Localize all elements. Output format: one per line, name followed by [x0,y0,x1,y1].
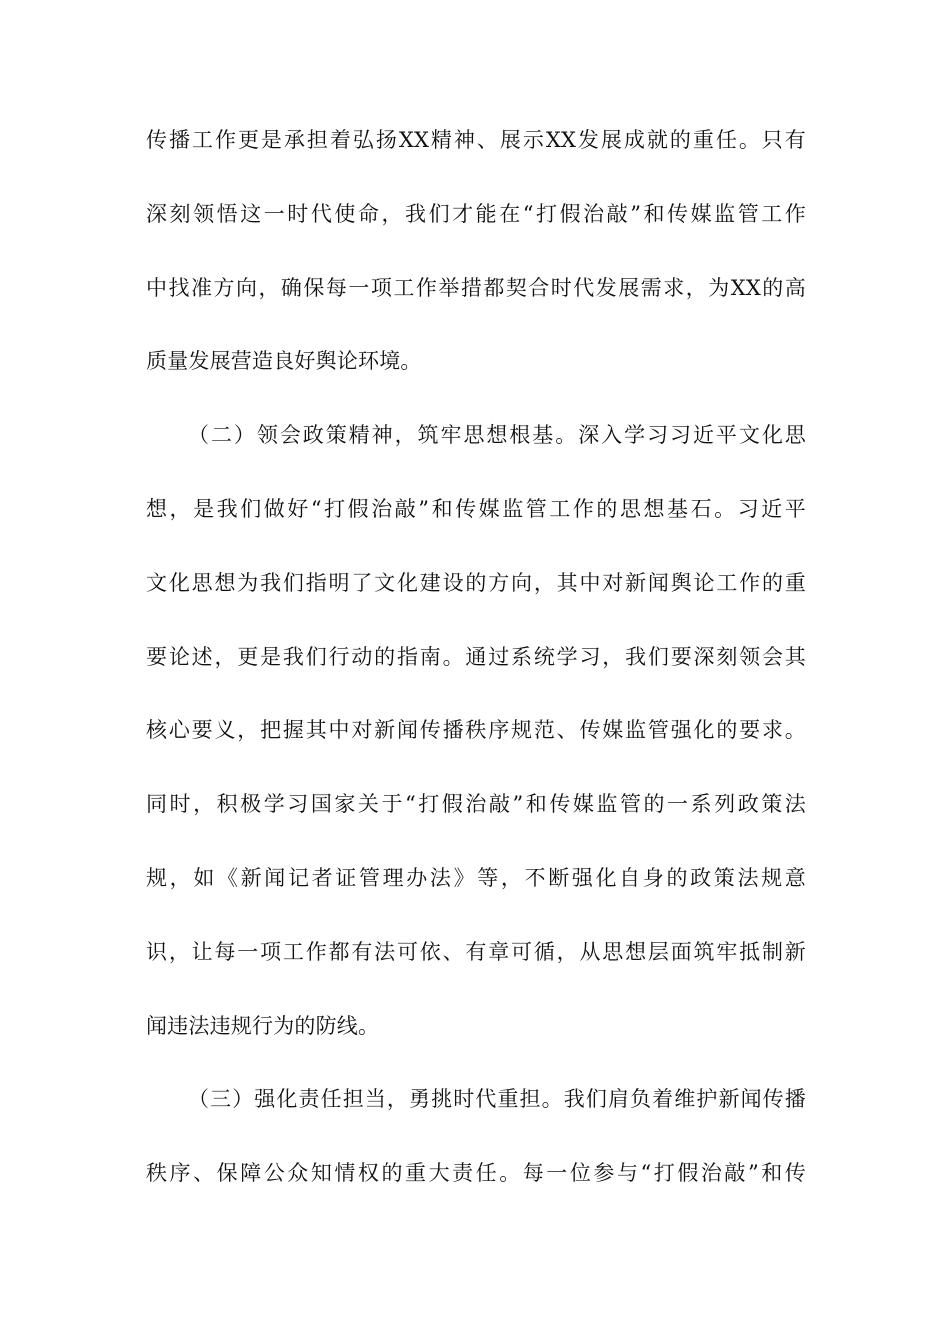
text-line-7: 文化思想为我们指明了文化建设的方向，其中对新闻舆论工作的重 [146,570,806,595]
text-line-2: 深刻领悟这一时代使命，我们才能在“打假治敲”和传媒监管工作 [146,201,806,226]
text-line-3: 中找准方向，确保每一项工作举措都契合时代发展需求，为XX的高 [146,275,806,300]
text-line-13: 闻违法违规行为的防线。 [146,1013,380,1038]
text-line-1: 传播工作更是承担着弘扬XX精神、展示XX发展成就的重任。只有 [146,128,806,152]
text-line-12: 识，让每一项工作都有法可依、有章可循，从思想层面筑牢抵制新 [146,939,806,964]
text-line-9: 核心要义，把握其中对新闻传播秩序规范、传媒监管强化的要求。 [146,718,806,743]
section-two-heading-line: （二）领会政策精神，筑牢思想根基。深入学习习近平文化思 [188,423,806,448]
text-line-8: 要论述，更是我们行动的指南。通过系统学习，我们要深刻领会其 [146,644,806,669]
section-three-heading-line: （三）强化责任担当，勇挑时代重担。我们肩负着维护新闻传播 [188,1087,806,1112]
text-line-15: 秩序、保障公众知情权的重大责任。每一位参与“打假治敲”和传 [146,1161,806,1186]
text-line-11: 规，如《新闻记者证管理办法》等，不断强化自身的政策法规意 [146,865,806,890]
text-line-10: 同时，积极学习国家关于“打假治敲”和传媒监管的一系列政策法 [146,792,806,817]
document-body [146,114,806,1221]
text-line-4: 质量发展营造良好舆论环境。 [146,349,422,374]
text-line-6: 想，是我们做好“打假治敲”和传媒监管工作的思想基石。习近平 [146,496,806,521]
